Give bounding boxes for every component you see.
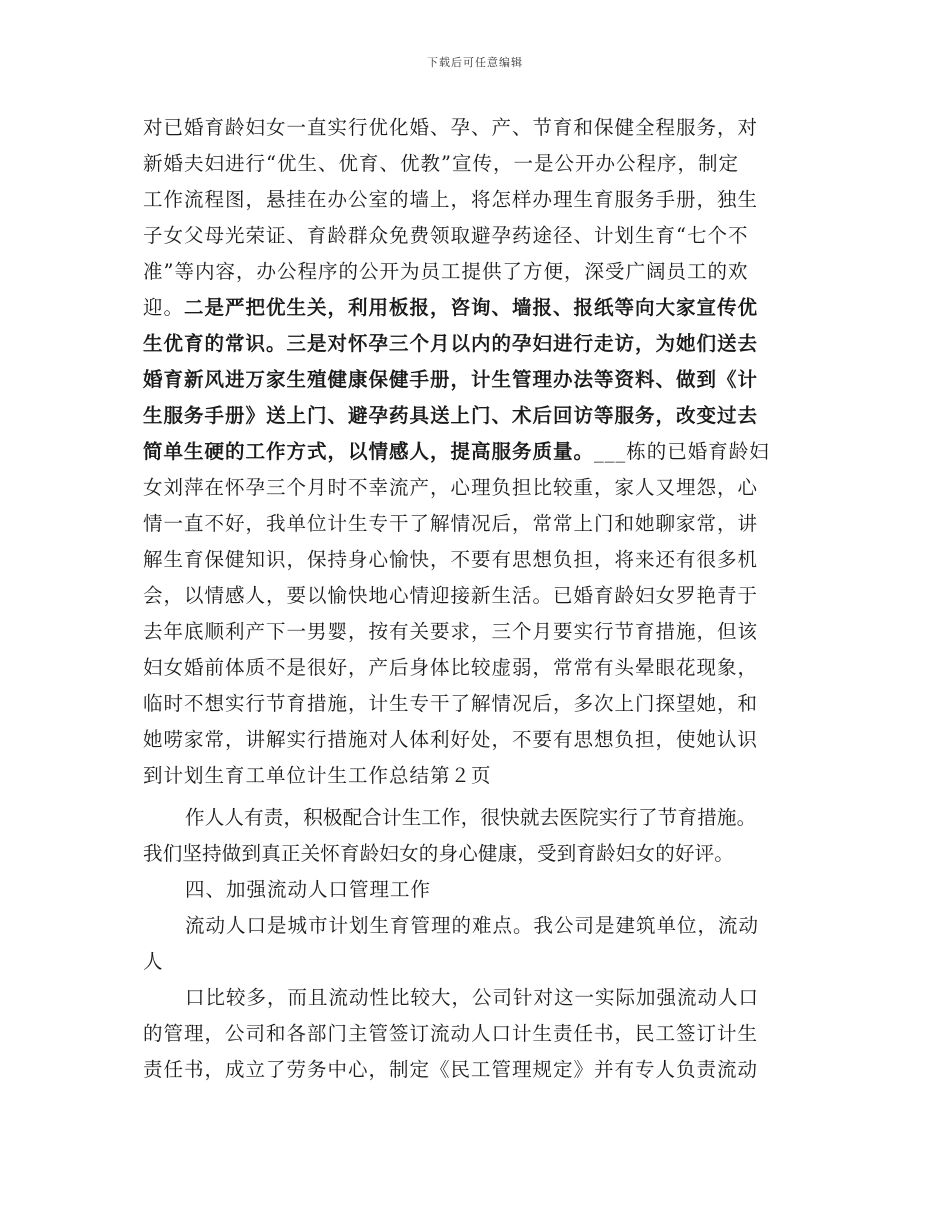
text-line bbox=[143, 470, 815, 506]
text-segment: 人 bbox=[143, 950, 164, 973]
text-segment: 责任书，成立了劳务中心，制定《民工管理规定》并有专人负责流动 bbox=[143, 1058, 759, 1081]
text-line bbox=[143, 254, 815, 290]
text-line bbox=[143, 542, 815, 578]
text-segment: 到计划生育工单位计生工作总结第２页 bbox=[143, 764, 492, 787]
text-line bbox=[143, 872, 815, 908]
text-line bbox=[143, 434, 815, 470]
text-line bbox=[143, 1052, 815, 1088]
text-segment: 作人人有责，积极配合计生工作，很快就去医院实行了节育措施。 bbox=[185, 806, 757, 829]
text-line bbox=[143, 944, 815, 980]
text-segment: 临时不想实行节育措施，计生专干了解情况后，多次上门探望她，和 bbox=[143, 692, 759, 715]
text-line bbox=[143, 722, 815, 758]
text-segment: 去年底顺利产下一男婴，按有关要求，三个月要实行节育措施，但该 bbox=[143, 620, 759, 643]
text-segment: 流动人口是城市计划生育管理的难点。我公司是建筑单位，流动 bbox=[185, 914, 760, 937]
text-segment: 女刘萍在怀孕三个月时不幸流产，心理负担比较重，家人又埋怨，心 bbox=[143, 476, 759, 499]
bold-text-segment: 婚育新风进万家生殖健康保健手册，计生管理办法等资料、做到《计 bbox=[143, 368, 759, 391]
page-header: 下载后可任意编辑 bbox=[427, 56, 523, 69]
text-line bbox=[143, 398, 815, 434]
text-segment: 子女父母光荣证、育龄群众免费领取避孕药途径、计划生育“七个不 bbox=[143, 224, 749, 247]
text-segment: 四、加强流动人口管理工作 bbox=[185, 878, 432, 901]
text-line bbox=[143, 290, 815, 326]
text-line bbox=[143, 182, 815, 218]
text-segment: 准”等内容，办公程序的公开为员工提供了方便，深受广阔员工的欢 bbox=[143, 260, 749, 283]
text-line bbox=[143, 326, 815, 362]
text-segment: 新婚夫妇进行“优生、优育、优教”宣传，一是公开办公程序，制定 bbox=[143, 152, 739, 175]
text-line bbox=[143, 218, 815, 254]
text-line bbox=[143, 980, 815, 1016]
text-line bbox=[143, 758, 815, 794]
text-segment: 的管理，公司和各部门主管签订流动人口计生责任书，民工签订计生 bbox=[143, 1022, 759, 1045]
text-line bbox=[143, 908, 815, 944]
bold-text-segment: 生优育的常识。三是对怀孕三个月以内的孕妇进行走访，为她们送去 bbox=[143, 332, 759, 355]
text-segment: 对已婚育龄妇女一直实行优化婚、孕、产、节育和保健全程服务，对 bbox=[143, 116, 759, 139]
text-segment: 妇女婚前体质不是很好，产后身体比较虚弱，常常有头晕眼花现象， bbox=[143, 656, 759, 679]
text-segment: 解生育保健知识，保持身心愉快，不要有思想负担，将来还有很多机 bbox=[143, 548, 759, 571]
text-line bbox=[143, 362, 815, 398]
text-line bbox=[143, 506, 815, 542]
text-line bbox=[143, 146, 815, 182]
text-line bbox=[143, 1016, 815, 1052]
text-segment: 工作流程图，悬挂在办公室的墙上，将怎样办理生育服务手册，独生 bbox=[143, 188, 759, 211]
text-line bbox=[143, 800, 815, 836]
text-line bbox=[143, 110, 815, 146]
bold-text-segment: 生服务手册》送上门、避孕药具送上门、术后回访等服务，改变过去 bbox=[143, 404, 759, 427]
text-line bbox=[143, 650, 815, 686]
text-line bbox=[143, 836, 815, 872]
text-segment: 她唠家常，讲解实行措施对人体利好处，不要有思想负担，使她认识 bbox=[143, 728, 759, 751]
text-line bbox=[143, 578, 815, 614]
bold-text-segment: 二是严把优生关，利用板报，咨询、墙报、报纸等向大家宣传优 bbox=[184, 296, 759, 319]
text-line bbox=[143, 686, 815, 722]
text-segment: 会，以情感人，要以愉快地心情迎接新生活。已婚育龄妇女罗艳青于 bbox=[143, 584, 759, 607]
text-line bbox=[143, 614, 815, 650]
text-segment: 口比较多，而且流动性比较大，公司针对这一实际加强流动人口 bbox=[185, 986, 760, 1009]
text-segment: 情一直不好，我单位计生专干了解情况后，常常上门和她聊家常，讲 bbox=[143, 512, 759, 535]
text-segment: 迎。 bbox=[143, 296, 185, 319]
bold-text-segment: 简单生硬的工作方式，以情感人，提高服务质量。 bbox=[143, 440, 595, 463]
text-segment: ___栋的已婚育龄妇 bbox=[594, 440, 770, 463]
document-body bbox=[143, 110, 815, 1088]
text-segment: 我们坚持做到真正关怀育龄妇女的身心健康，受到育龄妇女的好评。 bbox=[143, 842, 735, 865]
